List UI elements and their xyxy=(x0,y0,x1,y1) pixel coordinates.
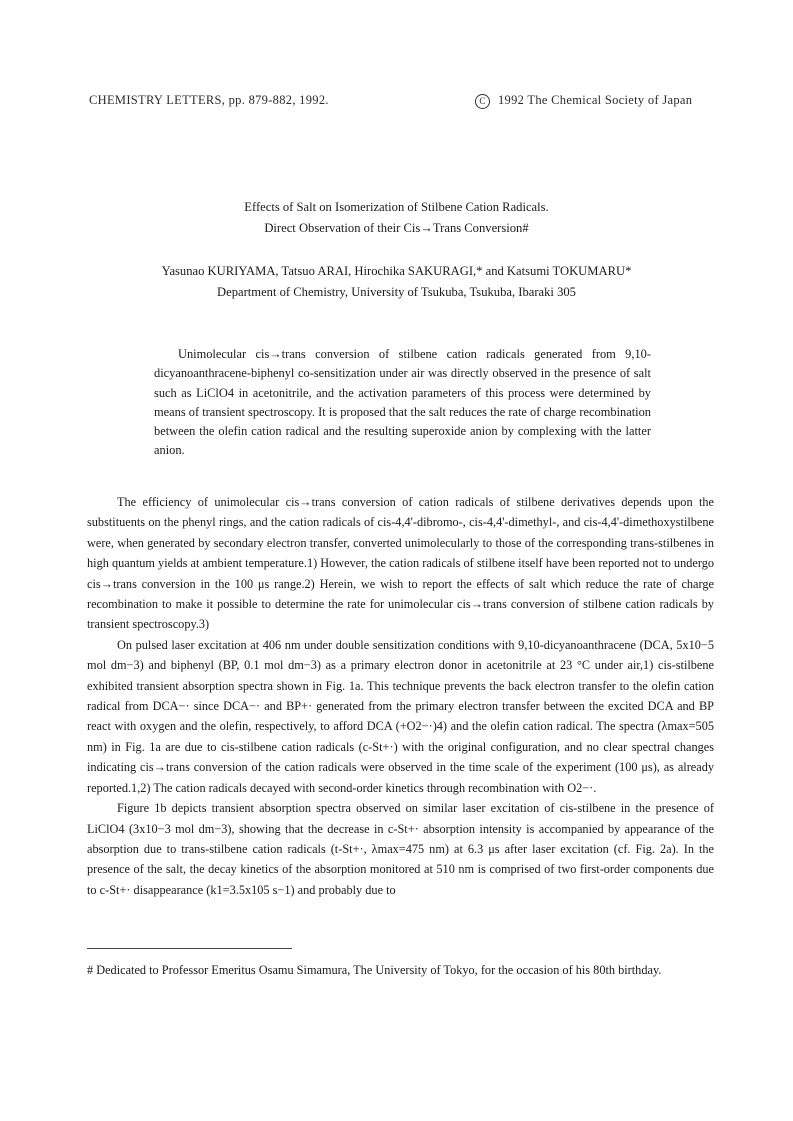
footnote: # Dedicated to Professor Emeritus Osamu Simamura, The University of Tokyo, for the occasion of his 80th birthday. xyxy=(87,963,662,977)
paragraph-3: Figure 1b depicts transient absorption spectra observed on similar laser excitation of cis-stilbene in the presence of LiClO4 (3x10−3 mol dm−3), showing that the decrease in c-St+· absorption intensity is accompanied by appearance of the absorption due to trans-stilbene cation radicals (t-St+·, λmax=475 nm) at 6.3 μs after laser excitation (cf. Fig. 2a). In the presence of the salt, the decay kinetics of the absorption monitored at 510 nm is comprised of two first-order components due to c-St+· disappearance (k1=3.5x105 s−1) and probably due to xyxy=(87,801,714,897)
copyright-line xyxy=(475,93,692,109)
journal-citation: CHEMISTRY LETTERS, pp. 879-882, 1992. xyxy=(89,93,329,107)
copyright-text: 1992 The Chemical Society of Japan xyxy=(498,93,693,107)
copyright-icon: C xyxy=(475,94,490,109)
title-line-1: Effects of Salt on Isomerization of Stilbene Cation Radicals. xyxy=(244,200,549,214)
abstract: Unimolecular cis→trans conversion of stilbene cation radicals generated from 9,10-dicyanoanthracene-biphenyl co-sensitization under air was directly observed in the presence of salt such as LiClO4 in acetonitrile, and the activation parameters of this process were determined by means of transient spectroscopy. It is proposed that the salt reduces the rate of charge recombination between the olefin cation radical and the resulting superoxide anion by complexing with the latter anion. xyxy=(154,347,651,458)
author-names: Yasunao KURIYAMA, Tatsuo ARAI, Hirochika SAKURAGI,* and Katsumi TOKUMARU* xyxy=(161,264,632,278)
paragraph-1: The efficiency of unimolecular cis→trans conversion of cation radicals of stilbene derivatives depends upon the substituents on the phenyl rings, and the cation radicals of cis-4,4'-dibromo-, cis-4,4'-dimethyl-, and cis-4,4'-dimethoxystilbene were, when generated by secondary electron transfer, converted unimolecularly to those of the corresponding trans-stilbenes in high quantum yields at ambient temperature.1) However, the cation radicals of stilbene itself have been reported not to undergo cis→trans conversion in the 100 μs range.2) Herein, we wish to report the effects of salt which reduce the rate of charge recombination to make it possible to determine the rate for unimolecular cis→trans conversion of stilbene cation radicals by transient spectroscopy.3) xyxy=(87,495,714,632)
author-affiliation: Department of Chemistry, University of Tsukuba, Tsukuba, Ibaraki 305 xyxy=(217,285,576,299)
author-block xyxy=(0,261,793,303)
paper-title xyxy=(0,197,793,239)
body-text xyxy=(87,492,714,900)
title-line-2: Direct Observation of their Cis→Trans Conversion# xyxy=(264,221,529,235)
paragraph-2: On pulsed laser excitation at 406 nm under double sensitization conditions with 9,10-dicyanoanthracene (DCA, 5x10−5 mol dm−3) and biphenyl (BP, 0.1 mol dm−3) as a primary electron donor in acetonitrile at 23 °C under air,1) cis-stilbene exhibited transient absorption spectra shown in Fig. 1a. This technique prevents the back electron transfer to the olefin cation radical from DCA−· since DCA−· and BP+· generated from the primary electron transfer between the excited DCA and BP react with oxygen and the olefin, respectively, to afford DCA (+O2−·)4) and the olefin cation radical. The spectra (λmax=505 nm) in Fig. 1a are due to cis-stilbene cation radicals (c-St+·) with the original configuration, and no clear spectral changes indicating cis→trans conversion of the cation radicals were observed in the time scale of the experiment (100 μs), as already reported.1,2) The cation radicals decayed with second-order kinetics through recombination with O2−·. xyxy=(87,637,714,795)
footnote-divider xyxy=(87,948,292,949)
